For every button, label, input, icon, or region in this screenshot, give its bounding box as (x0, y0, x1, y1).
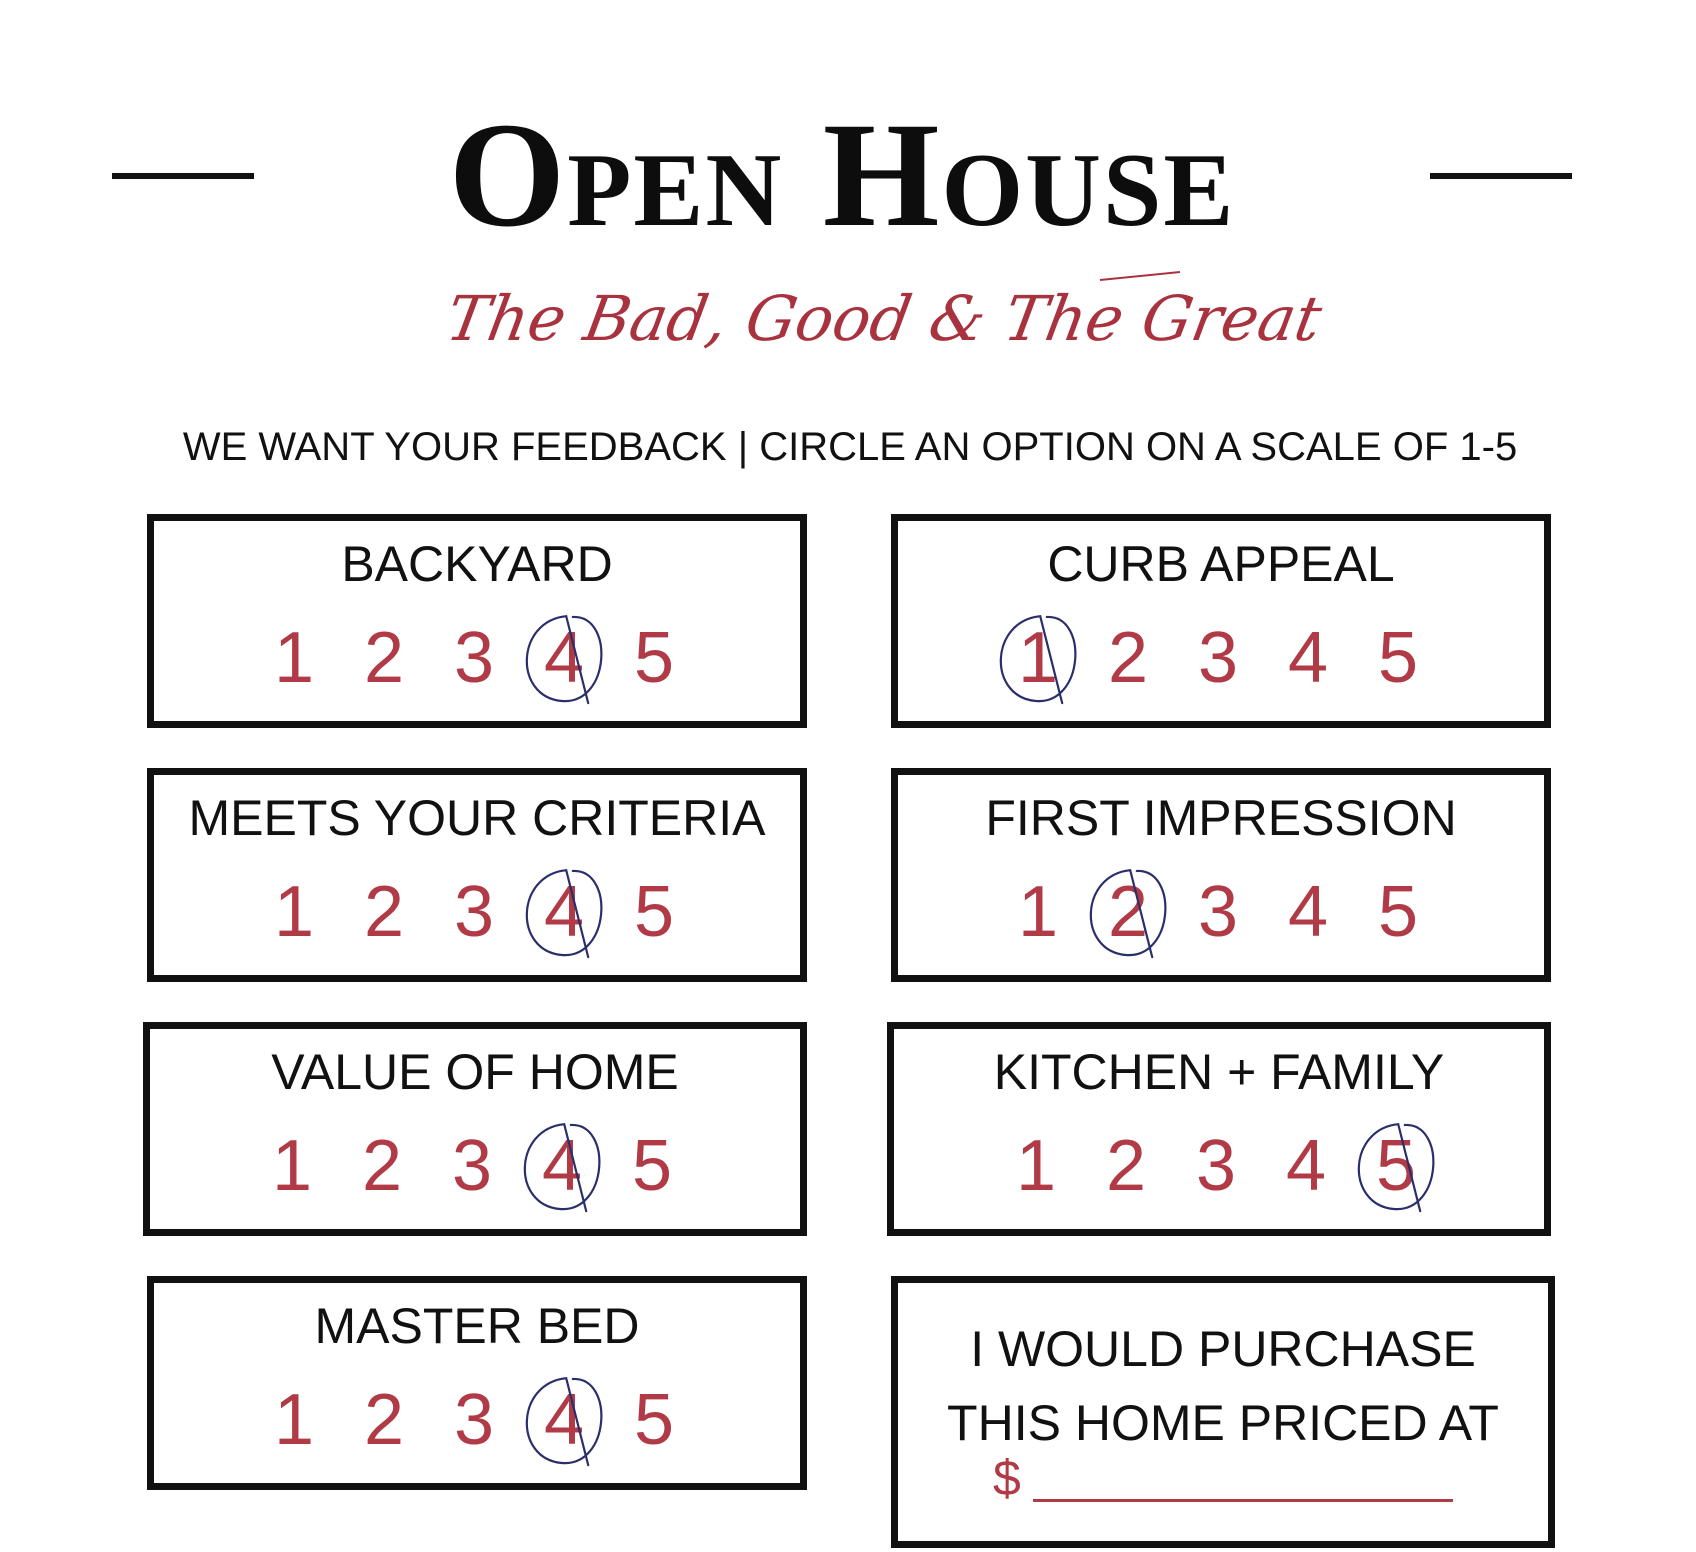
page-title: Open House (448, 92, 1236, 258)
title-rule-left (112, 173, 254, 179)
rating-option-5[interactable]: 5 (1377, 618, 1419, 698)
rating-card-backyard (147, 514, 807, 728)
subtitle-text: The Bad, Good & The Great (441, 282, 1327, 355)
rating-option-5[interactable]: 5 (633, 1380, 675, 1460)
rating-option-4[interactable]: 4 (543, 872, 585, 952)
rating-option-4[interactable]: 4 (543, 618, 585, 698)
rating-option-5[interactable]: 5 (633, 618, 675, 698)
rating-option-5[interactable]: 5 (633, 872, 675, 952)
rating-option-1[interactable]: 1 (271, 1126, 313, 1206)
title-banner (0, 92, 1696, 258)
rating-card-kitchen-family (887, 1022, 1551, 1236)
rating-label: MEETS YOUR CRITERIA (188, 790, 766, 846)
rating-scale (154, 613, 800, 703)
rating-option-2[interactable]: 2 (1107, 618, 1149, 698)
rating-option-1[interactable]: 1 (273, 618, 315, 698)
rating-label: FIRST IMPRESSION (985, 790, 1457, 846)
rating-option-5[interactable]: 5 (631, 1126, 673, 1206)
purchase-line-1: I WOULD PURCHASE (970, 1321, 1476, 1377)
rating-option-4[interactable]: 4 (1287, 618, 1329, 698)
rating-option-2[interactable]: 2 (363, 618, 405, 698)
rating-option-4[interactable]: 4 (1287, 872, 1329, 952)
rating-option-3[interactable]: 3 (1197, 618, 1239, 698)
rating-scale (894, 1121, 1544, 1211)
rating-option-4[interactable]: 4 (541, 1126, 583, 1206)
rating-option-2[interactable]: 2 (361, 1126, 403, 1206)
rating-option-2[interactable]: 2 (1107, 872, 1149, 952)
rating-scale (154, 867, 800, 957)
rating-option-2[interactable]: 2 (363, 1380, 405, 1460)
instruction-text: WE WANT YOUR FEEDBACK | CIRCLE AN OPTION ON A SCALE OF 1-5 (182, 425, 1518, 469)
price-input-line[interactable] (1033, 1499, 1453, 1502)
rating-scale (898, 867, 1544, 957)
rating-card-curb-appeal (891, 514, 1551, 728)
rating-scale (154, 1375, 800, 1465)
rating-option-3[interactable]: 3 (453, 872, 495, 952)
rating-label: KITCHEN + FAMILY (993, 1044, 1445, 1100)
rating-label: BACKYARD (341, 536, 613, 592)
rating-option-5[interactable]: 5 (1377, 872, 1419, 952)
rating-option-1[interactable]: 1 (1017, 618, 1059, 698)
purchase-line-2: THIS HOME PRICED AT (947, 1395, 1499, 1451)
rating-card-master-bed (147, 1276, 807, 1490)
rating-option-3[interactable]: 3 (1197, 872, 1239, 952)
title-rule-right (1430, 173, 1572, 179)
rating-option-3[interactable]: 3 (1195, 1126, 1237, 1206)
rating-scale (898, 613, 1544, 703)
rating-option-4[interactable]: 4 (1285, 1126, 1327, 1206)
purchase-price-card (891, 1276, 1555, 1548)
rating-option-1[interactable]: 1 (1017, 872, 1059, 952)
rating-option-2[interactable]: 2 (1105, 1126, 1147, 1206)
rating-option-1[interactable]: 1 (273, 872, 315, 952)
rating-card-first-impression (891, 768, 1551, 982)
rating-label: VALUE OF HOME (271, 1044, 679, 1100)
rating-scale (150, 1121, 800, 1211)
currency-symbol: $ (993, 1450, 1021, 1506)
script-subtitle (380, 262, 1380, 392)
rating-label: MASTER BED (314, 1298, 640, 1354)
rating-option-4[interactable]: 4 (543, 1380, 585, 1460)
rating-card-value-of-home (143, 1022, 807, 1236)
rating-option-1[interactable]: 1 (273, 1380, 315, 1460)
rating-label: CURB APPEAL (1047, 536, 1395, 592)
rating-option-3[interactable]: 3 (453, 618, 495, 698)
rating-option-3[interactable]: 3 (453, 1380, 495, 1460)
rating-option-5[interactable]: 5 (1375, 1126, 1417, 1206)
rating-option-1[interactable]: 1 (1015, 1126, 1057, 1206)
rating-option-3[interactable]: 3 (451, 1126, 493, 1206)
rating-option-2[interactable]: 2 (363, 872, 405, 952)
rating-card-meets-criteria (147, 768, 807, 982)
